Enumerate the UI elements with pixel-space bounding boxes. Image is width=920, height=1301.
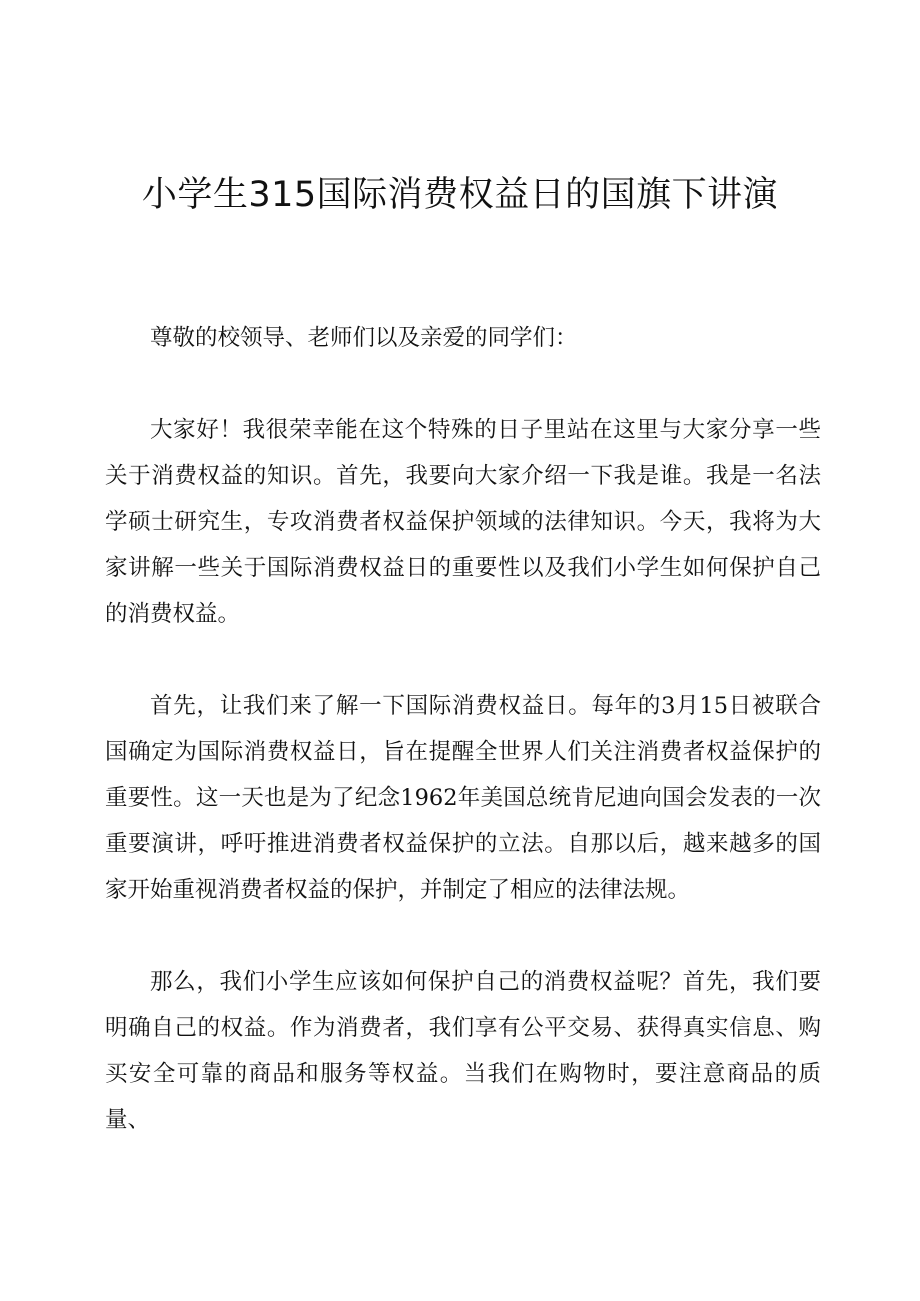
document-title: 小学生315国际消费权益日的国旗下讲演	[141, 175, 779, 215]
paragraph-protection: 那么，我们小学生应该如何保护自己的消费权益呢？首先，我们要明确自己的权益。作为消费者，我们享有公平交易、获得真实信息、购买安全可靠的商品和服务等权益。当我们在购物时，要注意商品的质量、	[105, 969, 821, 1133]
paragraph-greeting: 尊敬的校领导、老师们以及亲爱的同学们：	[150, 325, 578, 351]
paragraph-introduction: 大家好！我很荣幸能在这个特殊的日子里站在这里与大家分享一些关于消费权益的知识。首先，我要向大家介绍一下我是谁。我是一名法学硕士研究生，专攻消费者权益保护领域的法律知识。今天，我将为大家讲解一些关于国际消费权益日的重要性以及我们小学生如何保护自己的消费权益。	[105, 417, 821, 627]
document-body	[105, 315, 821, 1189]
paragraph-history: 首先，让我们来了解一下国际消费权益日。每年的3月15日被联合国确定为国际消费权益日，旨在提醒全世界人们关注消费者权益保护的重要性。这一天也是为了纪念1962年美国总统肯尼迪向国会发表的一次重要演讲，呼吁推进消费者权益保护的立法。自那以后，越来越多的国家开始重视消费者权益的保护，并制定了相应的法律法规。	[105, 693, 821, 903]
